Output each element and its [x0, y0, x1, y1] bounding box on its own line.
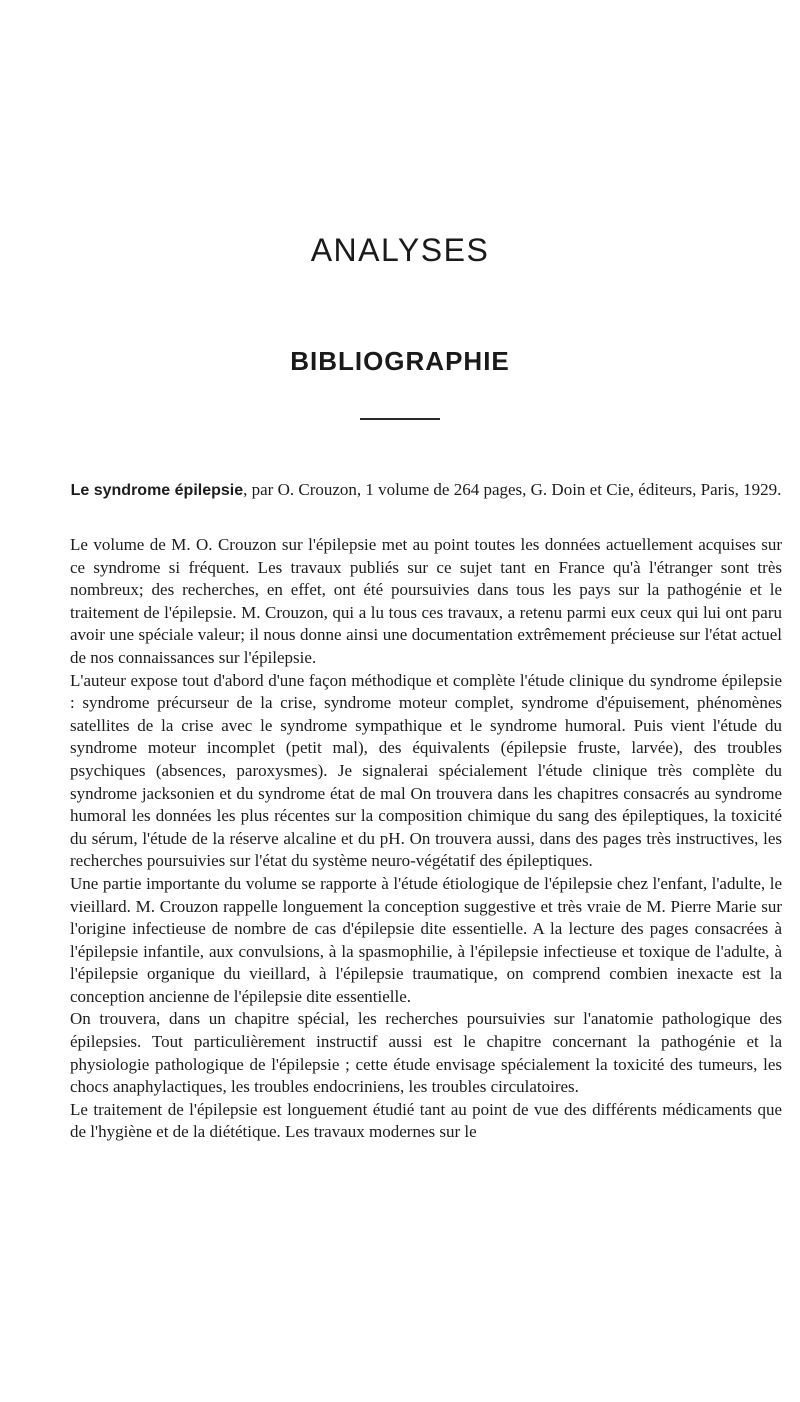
book-byline: , par O. Crouzon, 1 volume de 264 pages, G. Doin et Cie, éditeurs, Paris, 1929. — [243, 480, 782, 499]
paragraph: On trouvera, dans un chapitre spécial, les recherches poursuivies sur l'anatomie pathologique des épilepsies. Tout particulièrement instructif aussi est le chapitre concernant la pathogénie et la physiologie pathologique de l'épilepsie ; cette étude envisage spécialement la toxicité des tumeurs, les chocs anaphylactiques, les troubles endocriniens, les troubles circulatoires. — [70, 1009, 782, 1097]
review-body — [70, 534, 782, 1144]
section-heading: BIBLIOGRAPHIE — [290, 346, 510, 376]
paragraph: L'auteur expose tout d'abord d'une façon méthodique et complète l'étude clinique du syndrome épilepsie : syndrome précurseur de la crise, syndrome moteur complet, syndrome d'épuisement, phénomènes satellites de la crise avec le syndrome sympathique et le syndrome humoral. Puis vient l'étude du syndrome moteur incomplet (petit mal), des équivalents (épilepsie fruste, larvée), des troubles psychiques (absences, paroxysmes). Je signalerai spécialement l'étude clinique très complète du syndrome jacksonien et du syndrome état de mal On trouvera dans les chapitres consacrés au syndrome humoral les données les plus récentes sur la composition chimique du sang des épileptiques, la toxicité du sérum, l'étude de la réserve alcaline et du pH. On trouvera aussi, dans des pages très instructives, les recherches poursuivies sur l'état du système neuro-végétatif des épileptiques. — [70, 670, 782, 871]
paragraph: Le traitement de l'épilepsie est longuement étudié tant au point de vue des différents médicaments que de l'hygiène et de la diététique. Les travaux modernes sur le — [70, 1099, 782, 1142]
book-title: Le syndrome épilepsie — [70, 482, 244, 499]
paragraph: Une partie importante du volume se rapporte à l'étude étiologique de l'épilepsie chez l'enfant, l'adulte, le vieillard. M. Crouzon rappelle longuement la conception suggestive et très vraie de M. Pierre Marie sur l'origine infectieuse de nombre de cas d'épilepsie dite essentielle. A la lecture des pages consacrées à l'épilepsie infantile, aux convulsions, à la spasmophilie, à l'épilepsie infectieuse et toxique de l'adulte, à l'épilepsie organique du vieillard, à l'épilepsie traumatique, on comprend combien inexacte est la conception ancienne de l'épilepsie dite essentielle. — [70, 873, 782, 1006]
page-heading: ANALYSES — [310, 232, 490, 268]
paragraph: Le volume de M. O. Crouzon sur l'épilepsie met au point toutes les données actuellement acquises sur ce syndrome si fréquent. Les travaux publiés sur ce sujet tant en France qu'à l'étranger sont très nombreux; des recherches, en effet, ont été poursuivies dans tous les pays sur la pathogénie et le traitement de l'épilepsie. M. Crouzon, qui a lu tous ces travaux, a retenu parmi eux ceux qui lui ont paru avoir une spéciale valeur; il nous donne ainsi une documentation extrêmement précieuse sur l'état actuel de nos connaissances sur l'épilepsie. — [70, 535, 782, 667]
horizontal-rule — [360, 418, 440, 420]
book-citation — [70, 478, 782, 503]
